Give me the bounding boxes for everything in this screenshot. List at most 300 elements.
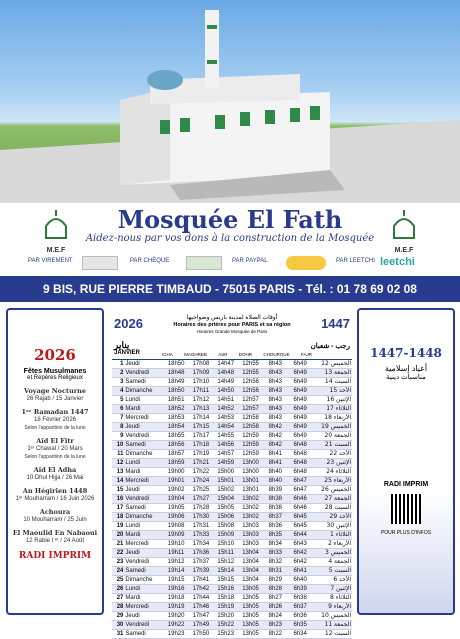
day-name: Vendredi: [124, 495, 163, 504]
day-name: Jeudi: [124, 612, 163, 621]
hijri-date: 30 الإثنين: [313, 522, 352, 531]
day-name: Samedi: [124, 630, 163, 639]
prayer-time: 8h27: [263, 594, 288, 603]
prayer-time: 19h08: [164, 522, 189, 531]
table-row: [112, 513, 352, 522]
prayer-time: 12h57: [238, 405, 263, 414]
prayer-time: 8h39: [263, 486, 288, 495]
prayer-time: 17h42: [189, 585, 214, 594]
table-row: [112, 531, 352, 540]
hijri-date: 14 السبت: [313, 378, 352, 387]
prayer-time: 17h10: [189, 378, 214, 387]
prayer-columns: [162, 352, 312, 357]
hijri-date: 4 الجمعة: [313, 558, 352, 567]
prayer-time: 8h43: [263, 387, 288, 396]
prayer-time: 17h11: [189, 387, 214, 396]
prayer-time: 14h57: [213, 450, 238, 459]
prayer-time: 6h36: [288, 612, 313, 621]
prayer-time: 19h11: [164, 549, 189, 558]
day-number: 5: [112, 396, 124, 405]
event-date: 10 Dhul Hijja / 26 Mai: [26, 475, 84, 481]
prayer-time: 13h00: [238, 468, 263, 477]
hijri-date: 7 الإثنين: [313, 585, 352, 594]
prayer-time: 18h50: [164, 360, 189, 369]
day-number: 9: [112, 432, 124, 441]
right-subtitle: مناسبات دينية: [386, 374, 426, 381]
prayer-time: 14h51: [213, 396, 238, 405]
prayer-time: 8h43: [263, 360, 288, 369]
column-header: MAGHREB: [184, 352, 207, 357]
day-name: Dimanche: [124, 450, 163, 459]
day-number: 29: [112, 612, 124, 621]
day-name: Samedi: [124, 378, 163, 387]
prayer-time: 17h41: [189, 576, 214, 585]
prayer-time: 6h49: [288, 405, 313, 414]
prayer-time: 19h15: [164, 576, 189, 585]
prayer-time: 8h36: [263, 522, 288, 531]
prayer-time: 12h59: [238, 441, 263, 450]
prayer-time: 8h41: [263, 459, 288, 468]
day-number: 26: [112, 585, 124, 594]
table-row: [112, 495, 352, 504]
prayer-time: 15h10: [213, 540, 238, 549]
prayer-time: 17h08: [189, 360, 214, 369]
prayer-time: 19h00: [164, 468, 189, 477]
hijri-date: 20 الجمعة: [313, 432, 352, 441]
prayer-time: 12h58: [238, 423, 263, 432]
qr-code-icon[interactable]: [391, 494, 421, 524]
prayer-time: 17h49: [189, 621, 214, 630]
prayer-time: 19h22: [164, 621, 189, 630]
prayer-time: 14h47: [213, 360, 238, 369]
prayer-time: 6h44: [288, 531, 313, 540]
table-row: [112, 468, 352, 477]
prayer-time: 15h05: [213, 504, 238, 513]
day-number: 31: [112, 630, 124, 639]
prayer-time: 15h16: [213, 585, 238, 594]
event-item: [8, 508, 102, 524]
prayer-time: 12h56: [238, 387, 263, 396]
prayer-time: 8h35: [263, 531, 288, 540]
prayer-time: 6h42: [288, 549, 313, 558]
calendar-title-ar: أوقات الصلاة لمدينة باريس وضواحيها: [186, 315, 278, 321]
pay-leetchi-label: PAR LEETCHI: [336, 258, 375, 264]
hijri-date: 9 الأربعاء: [313, 603, 352, 612]
prayer-time: 15h01: [213, 477, 238, 486]
hijri-date: 17 الثلاثاء: [313, 405, 352, 414]
day-name: Vendredi: [124, 621, 163, 630]
day-name: Mardi: [124, 468, 163, 477]
prayer-time: 18h49: [164, 378, 189, 387]
table-row: [112, 612, 352, 621]
calendar-header: [112, 312, 352, 360]
event-date: 12 Rabie I ᵉʳ / 24 Août: [25, 538, 85, 544]
prayer-time: 17h14: [189, 414, 214, 423]
table-row: [112, 486, 352, 495]
prayer-time: 13h02: [238, 495, 263, 504]
pay-virement-label: PAR VIREMENT: [28, 258, 73, 264]
prayer-time: 12h55: [238, 360, 263, 369]
calendar-title-fr: Horaires des prières pour PARIS et sa région: [173, 322, 291, 328]
prayer-time: 13h03: [238, 531, 263, 540]
event-item: [8, 487, 102, 503]
prayer-time: 13h03: [238, 540, 263, 549]
right-title: أعياد إسلامية: [384, 364, 428, 373]
prayer-time: 17h17: [189, 432, 214, 441]
prayer-time: 19h02: [164, 486, 189, 495]
pay-cheque-label: PAR CHÈQUE: [130, 258, 170, 264]
table-row: [112, 423, 352, 432]
day-number: 3: [112, 378, 124, 387]
hijri-date: 28 السبت: [313, 504, 352, 513]
events-title: Fêtes Musulmanes: [23, 368, 87, 375]
prayer-time: 12h59: [238, 450, 263, 459]
prayer-time: 6h49: [288, 396, 313, 405]
sponsor-name: RADI IMPRIM: [18, 551, 92, 561]
day-number: 6: [112, 405, 124, 414]
prayer-time: 17h39: [189, 567, 214, 576]
prayer-time: 8h26: [263, 603, 288, 612]
prayer-time: 18h54: [164, 423, 189, 432]
calendar-hijri-year: 1447: [321, 316, 350, 331]
prayer-time: 15h09: [213, 531, 238, 540]
column-header: CHOUROUK: [263, 352, 290, 357]
event-name: El Maoulid En Nabaoui: [12, 529, 98, 537]
event-item: [8, 408, 102, 432]
prayer-time: 17h12: [189, 396, 214, 405]
prayer-time: 19h19: [164, 603, 189, 612]
prayer-time: 17h22: [189, 468, 214, 477]
prayer-time: 19h06: [164, 513, 189, 522]
prayer-time: 6h48: [288, 441, 313, 450]
table-row: [112, 540, 352, 549]
prayer-time: 19h23: [164, 630, 189, 639]
table-row: [112, 450, 352, 459]
prayer-time: 6h38: [288, 594, 313, 603]
prayer-time: 15h02: [213, 486, 238, 495]
prayer-time: 8h29: [263, 576, 288, 585]
prayer-time: 17h30: [189, 513, 214, 522]
events-list: [8, 387, 102, 545]
prayer-time: 14h56: [213, 441, 238, 450]
prayer-time: 17h44: [189, 594, 214, 603]
prayer-time: 8h32: [263, 558, 288, 567]
prayer-time: 8h42: [263, 432, 288, 441]
prayer-time: 12h55: [238, 369, 263, 378]
prayer-time: 17h13: [189, 405, 214, 414]
prayer-time: 19h01: [164, 477, 189, 486]
leetchi-logo: leetchi: [380, 256, 415, 268]
table-row: [112, 567, 352, 576]
prayer-time: 19h16: [164, 585, 189, 594]
table-row: [112, 405, 352, 414]
prayer-time: 13h05: [238, 585, 263, 594]
day-name: Lundi: [124, 459, 163, 468]
prayer-time: 6h45: [288, 513, 313, 522]
calendar-note: Horaires Grande Mosquée de Paris: [196, 329, 268, 334]
prayer-time: 13h01: [238, 486, 263, 495]
prayer-time: 8h23: [263, 621, 288, 630]
hijri-date: 24 الثلاثاء: [313, 468, 352, 477]
prayer-time: 17h37: [189, 558, 214, 567]
prayer-time: 6h49: [288, 369, 313, 378]
table-row: [112, 549, 352, 558]
event-item: [8, 437, 102, 461]
table-row: [112, 585, 352, 594]
column-header: ICHA: [162, 352, 173, 357]
day-name: Jeudi: [124, 486, 163, 495]
prayer-time: 6h46: [288, 495, 313, 504]
prayer-time: 6h48: [288, 459, 313, 468]
prayer-time: 6h40: [288, 576, 313, 585]
day-number: 16: [112, 495, 124, 504]
table-row: [112, 369, 352, 378]
table-row: [112, 459, 352, 468]
prayer-time: 17h46: [189, 603, 214, 612]
prayer-time: 6h47: [288, 486, 313, 495]
prayer-time: 15h20: [213, 612, 238, 621]
prayer-time: 14h50: [213, 387, 238, 396]
prayer-time: 17h28: [189, 504, 214, 513]
prayer-time: 13h05: [238, 612, 263, 621]
prayer-time: 8h31: [263, 567, 288, 576]
day-name: Vendredi: [124, 558, 163, 567]
prayer-time: 6h49: [288, 360, 313, 369]
event-name: Aïd El Fitr: [36, 437, 74, 445]
hijri-date: 26 الخميس: [313, 486, 352, 495]
prayer-time: 19h18: [164, 594, 189, 603]
prayer-time: 17h27: [189, 495, 214, 504]
day-number: 10: [112, 441, 124, 450]
table-row: [112, 387, 352, 396]
prayer-time: 8h34: [263, 540, 288, 549]
prayer-time: 17h19: [189, 450, 214, 459]
hijri-date: 1 الثلاثاء: [313, 531, 352, 540]
prayer-time: 17h24: [189, 477, 214, 486]
prayer-time: 6h46: [288, 504, 313, 513]
event-item: [8, 466, 102, 482]
prayer-time: 14h59: [213, 459, 238, 468]
prayer-time: 6h43: [288, 540, 313, 549]
prayer-time: 15h08: [213, 522, 238, 531]
prayer-time: 8h43: [263, 396, 288, 405]
event-name: Achoura: [39, 508, 71, 516]
hijri-date: 6 الأحد: [313, 576, 352, 585]
prayer-time: 8h40: [263, 477, 288, 486]
event-item: [8, 529, 102, 545]
hijri-date: 8 الثلاثاء: [313, 594, 352, 603]
event-name: An Hégirien 1448: [22, 487, 88, 495]
table-row: [112, 522, 352, 531]
day-number: 4: [112, 387, 124, 396]
day-name: Vendredi: [124, 369, 163, 378]
prayer-time: 6h49: [288, 423, 313, 432]
prayer-time: 17h09: [189, 369, 214, 378]
day-number: 21: [112, 540, 124, 549]
hijri-date: 10 الخميس: [313, 612, 352, 621]
prayer-time: 14h48: [213, 369, 238, 378]
hijri-date: 25 الأربعاء: [313, 477, 352, 486]
prayer-time: 8h41: [263, 450, 288, 459]
prayer-time: 8h43: [263, 414, 288, 423]
prayer-time: 8h42: [263, 423, 288, 432]
day-name: Samedi: [124, 504, 163, 513]
prayer-time: 15h15: [213, 576, 238, 585]
prayer-time: 8h43: [263, 378, 288, 387]
prayer-time: 6h39: [288, 585, 313, 594]
event-date: 26 Rajab / 15 Janvier: [26, 396, 84, 402]
hijri-date: 2 الأربعاء: [313, 540, 352, 549]
prayer-time: 14h49: [213, 378, 238, 387]
prayer-time: 8h43: [263, 369, 288, 378]
prayer-time: 15h18: [213, 594, 238, 603]
day-number: 11: [112, 450, 124, 459]
prayer-time: 6h47: [288, 477, 313, 486]
day-name: Vendredi: [124, 432, 163, 441]
hijri-month: رجب - شعبان: [310, 343, 350, 350]
prayer-time: 6h49: [288, 387, 313, 396]
day-number: 14: [112, 477, 124, 486]
address-banner: 9 BIS, RUE PIERRE TIMBAUD - 75015 PARIS - Tél. : 01 78 69 02 08: [0, 276, 460, 302]
prayer-time: 6h48: [288, 450, 313, 459]
prayer-time: 18h53: [164, 414, 189, 423]
bank-transfer-icon: [82, 256, 118, 270]
hijri-date: 5 السبت: [313, 567, 352, 576]
prayer-time: 18h52: [164, 405, 189, 414]
prayer-time: 17h18: [189, 441, 214, 450]
prayer-time: 13h05: [238, 630, 263, 639]
prayer-time: 15h04: [213, 495, 238, 504]
day-number: 30: [112, 621, 124, 630]
prayer-time: 18h56: [164, 441, 189, 450]
prayer-time: 13h02: [238, 504, 263, 513]
day-name: Dimanche: [124, 576, 163, 585]
prayer-time: 18h55: [164, 432, 189, 441]
prayer-time: 14h53: [213, 414, 238, 423]
prayer-time: 15h00: [213, 468, 238, 477]
prayer-time: 19h09: [164, 531, 189, 540]
prayer-time: 8h24: [263, 612, 288, 621]
table-row: [112, 630, 352, 639]
column-header: DOHR: [238, 352, 253, 357]
prayer-time: 6h48: [288, 468, 313, 477]
event-date: 1ᵉʳ Mouharram / 16 Juin 2026: [15, 496, 95, 502]
prayer-time: 18h59: [164, 459, 189, 468]
day-number: 1: [112, 360, 124, 369]
pay-paypal-label: PAR PAYPAL: [232, 258, 268, 264]
prayer-time: 13h00: [238, 459, 263, 468]
prayer-time: 13h04: [238, 567, 263, 576]
day-name: Jeudi: [124, 423, 163, 432]
hijri-date: 21 السبت: [313, 441, 352, 450]
prayer-time: 13h04: [238, 549, 263, 558]
hijri-date: 19 الخميس: [313, 423, 352, 432]
prayer-time: 14h55: [213, 432, 238, 441]
prayer-time: 8h37: [263, 513, 288, 522]
day-name: Lundi: [124, 396, 163, 405]
prayer-time: 8h43: [263, 405, 288, 414]
day-name: Mardi: [124, 531, 163, 540]
day-name: Mardi: [124, 405, 163, 414]
prayer-time: 14h52: [213, 405, 238, 414]
prayer-time: 17h33: [189, 531, 214, 540]
prayer-time: 13h05: [238, 594, 263, 603]
day-number: 25: [112, 576, 124, 585]
month-fr: JANVIER: [114, 350, 141, 356]
prayer-time: 19h20: [164, 612, 189, 621]
hijri-date: 29 الأحد: [313, 513, 352, 522]
prayer-time: 13h01: [238, 477, 263, 486]
day-number: 20: [112, 531, 124, 540]
prayer-time: 17h36: [189, 549, 214, 558]
prayer-time: 15h06: [213, 513, 238, 522]
prayer-time: 6h42: [288, 558, 313, 567]
right-panel-events: [357, 308, 455, 615]
day-name: Mardi: [124, 594, 163, 603]
prayer-time: 8h33: [263, 549, 288, 558]
event-date: 18 Février 2026: [33, 417, 77, 423]
day-name: Mercredi: [124, 477, 163, 486]
prayer-time: 8h38: [263, 504, 288, 513]
hijri-date: 12 الخميس: [313, 360, 352, 369]
day-name: Samedi: [124, 567, 163, 576]
prayer-time: 8h42: [263, 441, 288, 450]
prayer-time: 17h15: [189, 423, 214, 432]
table-row: [112, 441, 352, 450]
column-header: FAJR: [300, 352, 312, 357]
hijri-date: 27 الجمعة: [313, 495, 352, 504]
prayer-time: 8h40: [263, 468, 288, 477]
page-subtitle: Aidez-nous par vos dons à la construction de la Mosquée: [85, 233, 375, 244]
mef-logo-text: M.E.F: [394, 247, 414, 254]
prayer-time: 13h04: [238, 576, 263, 585]
mef-logo-text: M.E.F: [46, 247, 66, 254]
more-info: POUR PLUS D'INFOS: [380, 530, 432, 536]
prayer-time: 17h25: [189, 486, 214, 495]
prayer-time: 8h22: [263, 630, 288, 639]
day-number: 13: [112, 468, 124, 477]
day-name: Jeudi: [124, 360, 163, 369]
prayer-time: 6h49: [288, 432, 313, 441]
hijri-date: 18 الأربعاء: [313, 414, 352, 423]
prayer-time: 12h57: [238, 396, 263, 405]
prayer-time: 17h47: [189, 612, 214, 621]
prayer-time: 6h41: [288, 567, 313, 576]
day-name: Dimanche: [124, 513, 163, 522]
hijri-date: 22 الأحد: [313, 450, 352, 459]
event-name: 1ᵉʳ Ramadan 1447: [21, 408, 89, 416]
event-item: [8, 387, 102, 403]
hijri-date: 15 الأحد: [313, 387, 352, 396]
prayer-time: 6h34: [288, 630, 313, 639]
day-number: 18: [112, 513, 124, 522]
prayer-calendar: [112, 312, 352, 637]
day-number: 17: [112, 504, 124, 513]
prayer-time: 12h59: [238, 432, 263, 441]
prayer-time: 15h11: [213, 549, 238, 558]
prayer-time: 19h05: [164, 504, 189, 513]
prayer-time: 18h51: [164, 396, 189, 405]
calendar-year: 2026: [114, 316, 143, 331]
day-number: 23: [112, 558, 124, 567]
hijri-date: 16 الإثنين: [313, 396, 352, 405]
day-name: Mercredi: [124, 603, 163, 612]
mosque-illustration: [0, 0, 460, 203]
day-number: 12: [112, 459, 124, 468]
event-date: 10 Mouharram / 25 Juin: [23, 517, 87, 523]
prayer-time: 15h23: [213, 630, 238, 639]
hijri-date: 13 الجمعة: [313, 369, 352, 378]
